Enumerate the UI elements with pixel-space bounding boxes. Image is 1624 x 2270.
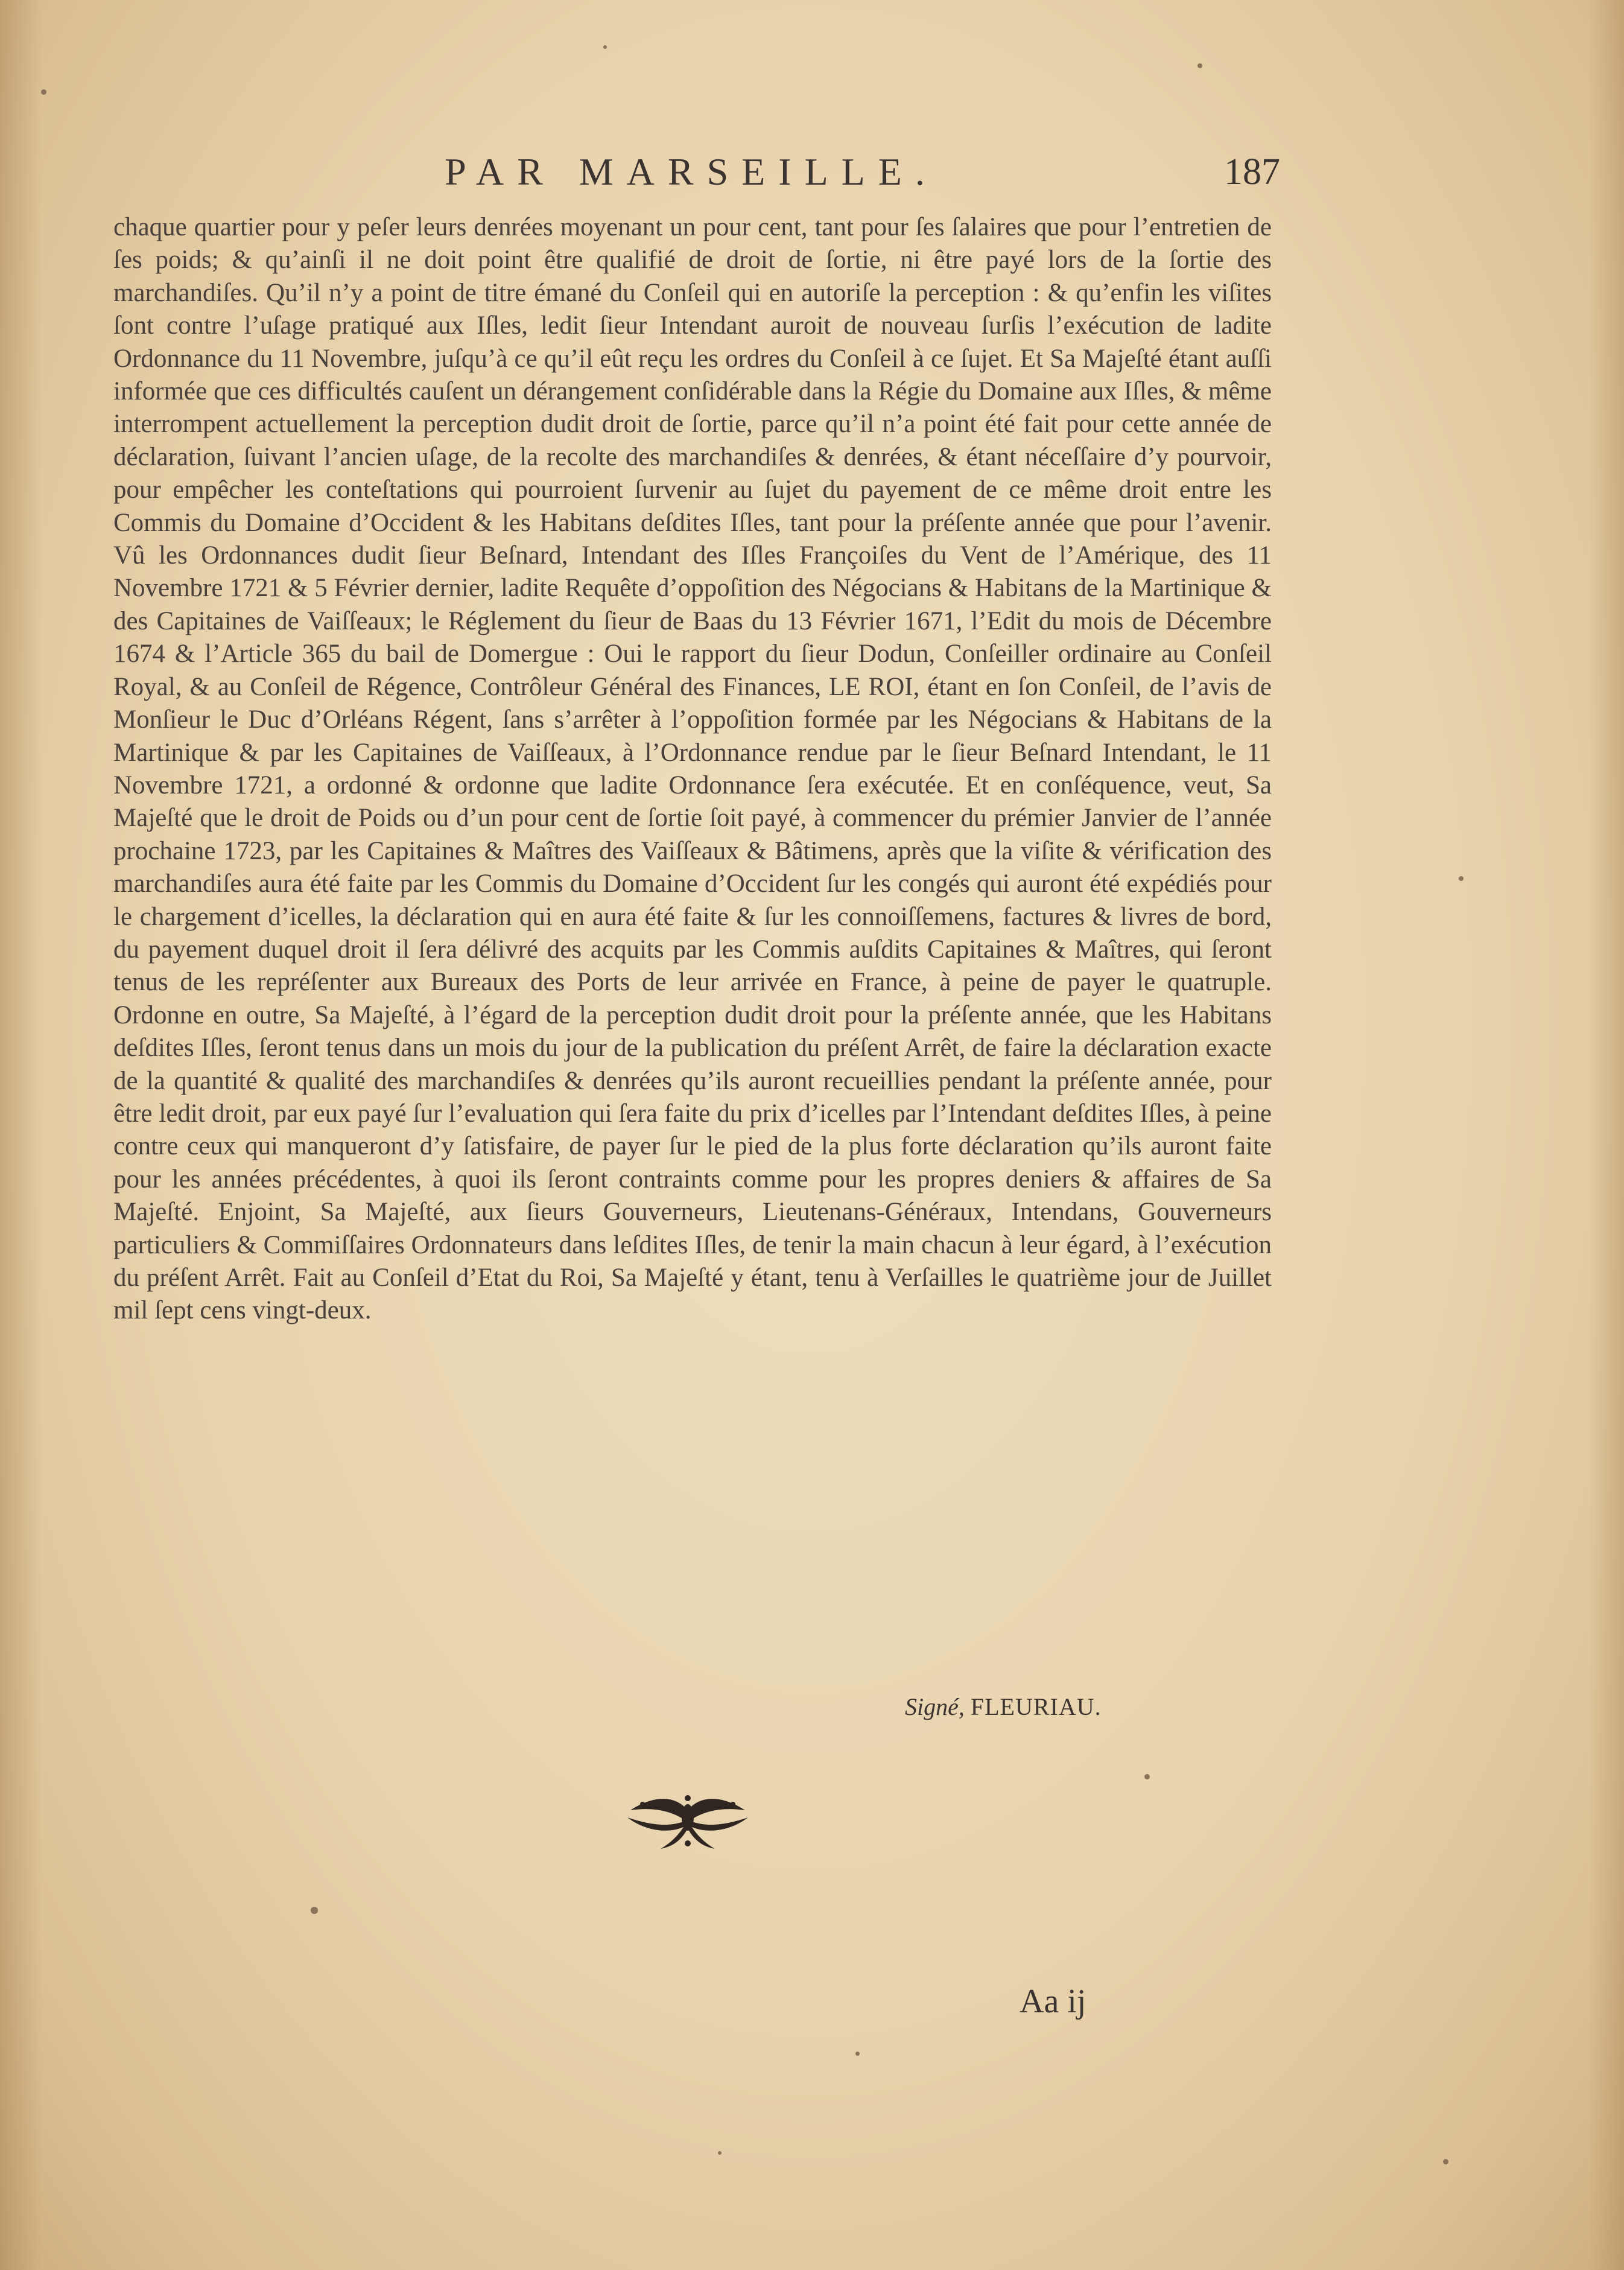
signature-mark: Aa ij bbox=[1020, 1983, 1086, 2020]
body-paragraph: chaque quartier pour y peſer leurs denrées moyenant un pour cent, tant pour ſes ſalaires que pour l’entretien de ſes poids; & qu’ainſi il ne doit point être qualifié de droit de ſortie, ni être payé lors de la ſortie des marchandiſes. Qu’il n’y a point de titre émané du Conſeil qui en autoriſe la perception : & qu’enfin les viſites ſont contre l’uſage pratiqué aux Iſles, ledit ſieur Intendant auroit de nouveau ſurſis l’exécution de ladite Ordonnance du 11 Novembre, juſqu’à ce qu’il eût reçu les ordres du Conſeil à ce ſujet. Et Sa Majeſté étant auſſi informée que ces difficultés cauſent un dérangement conſidérable dans la Régie du Domaine aux Iſles, & même interrompent actuellement la perception dudit droit de ſortie, parce qu’il n’a point été fait pour cette année de déclaration, ſuivant l’ancien uſage, de la recolte des marchandiſes & denrées, & étant néceſſaire d’y pourvoir, pour empêcher les conteſtations qui pourroient ſurvenir au ſujet du payement de ce même droit entre les Commis du Domaine d’Occident & les Habitans deſdites Iſles, tant pour la préſente année que pour l’avenir. Vû les Ordonnances dudit ſieur Beſnard, Intendant des Iſles Françoiſes du Vent de l’Amérique, des 11 Novembre 1721 & 5 Février dernier, ladite Requête d’oppoſition des Négocians & Habitans de la Martinique & des Capitaines de Vaiſſeaux; le Réglement du ſieur de Baas du 13 Février 1671, l’Edit du mois de Décembre 1674 & l’Article 365 du bail de Domergue : Oui le rapport du ſieur Dodun, Conſeiller ordinaire au Conſeil Royal, & au Conſeil de Régence, Contrôleur Général des Finances, LE ROI, étant en ſon Conſeil, de l’avis de Monſieur le Duc d’Orléans Régent, ſans s’arrêter à l’oppoſition formée par les Négocians & Habitans de la Martinique & par les Capitaines de Vaiſſeaux, à l’Ordonnance rendue par le ſieur Beſnard Intendant, le 11 Novembre 1721, a ordonné & ordonne que ladite Ordonnance ſera exécutée. Et en conſéquence, veut, Sa Majeſté que le droit de Poids ou d’un pour cent de ſortie ſoit payé, à commencer du prémier Janvier de l’année prochaine 1723, par les Capitaines & Maîtres des Vaiſſeaux & Bâtimens, après que la viſite & vérification des marchandiſes aura été faite par les Commis du Domaine d’Occident ſur les congés qui auront été expédiés pour le chargement d’icelles, la déclaration qui en aura été faite & ſur les connoiſſemens, factures & livres de bord, du payement duquel droit il ſera délivré des acquits par les Commis auſdits Capitaines & Maîtres, qui ſeront tenus de les repréſenter aux Bureaux des Ports de leur arrivée en France, à peine de payer le quatruple. Ordonne en outre, Sa Majeſté, à l’égard de la perception dudit droit pour la préſente année, que les Habitans deſdites Iſles, ſeront tenus dans un mois du jour de la publication du préſent Arrêt, de faire la déclaration exacte de la quantité & qualité des marchandiſes & denrées qu’ils auront recueillies pendant la préſente année, pour être ledit droit, par eux payé ſur l’evaluation qui ſera faite du prix d’icelles par l’Intendant deſdites Iſles, à peine contre ceux qui manqueront d’y ſatisfaire, de payer ſur le pied de la plus forte déclaration qu’ils auront faite pour les années précédentes, à quoi ils ſeront contraints comme pour les propres deniers & affaires de Sa Majeſté. Enjoint, Sa Majeſté, aux ſieurs Gouverneurs, Lieutenans-Généraux, Intendans, Gouverneurs particuliers & Commiſſaires Ordonnateurs dans leſdites Iſles, de tenir la main chacun à leur égard, à l’exécution du préſent Arrêt. Fait au Conſeil d’Etat du Roi, Sa Majeſté y étant, tenu à Verſailles le quatrième jour de Juillet mil ſept cens vingt-deux. bbox=[113, 213, 1272, 1325]
running-title: PAR MARSEILLE. bbox=[445, 150, 938, 193]
page-number: 187 bbox=[1224, 151, 1280, 192]
paper-speck bbox=[603, 45, 607, 49]
signed-label: Signé, bbox=[905, 1693, 965, 1720]
signature-line bbox=[905, 1693, 1102, 1721]
paper-speck bbox=[1197, 63, 1202, 68]
paper-speck bbox=[1459, 876, 1464, 881]
paper-speck bbox=[1144, 1774, 1150, 1779]
floral-ornament-icon bbox=[618, 1786, 757, 1852]
paper-speck bbox=[1443, 2159, 1448, 2164]
paper-speck bbox=[718, 2151, 722, 2155]
body-text-block bbox=[113, 211, 1272, 1327]
signatory-name: FLEURIAU. bbox=[970, 1693, 1102, 1720]
paper-speck bbox=[41, 89, 46, 95]
paper-speck bbox=[311, 1907, 318, 1914]
paper-speck bbox=[855, 2052, 860, 2056]
